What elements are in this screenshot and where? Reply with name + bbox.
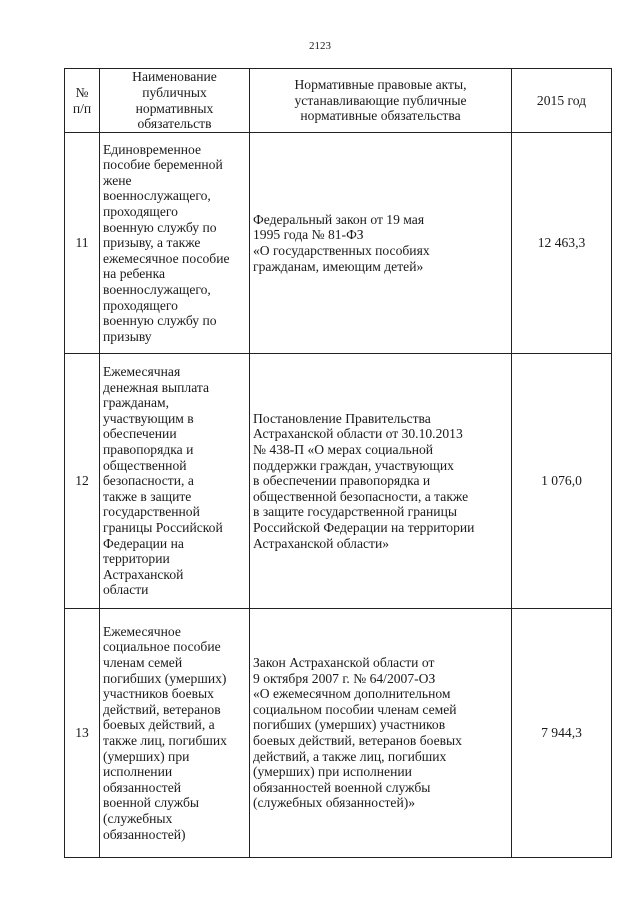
name-line: Единовременное — [103, 141, 201, 157]
table-row — [65, 609, 612, 858]
name-line: пособие беременной — [103, 157, 223, 173]
obligation-name — [100, 133, 250, 354]
act-line: гражданам, имеющим детей» — [253, 258, 424, 274]
legal-act — [250, 609, 512, 858]
act-line: поддержки граждан, участвующих — [253, 457, 454, 473]
header-num-line: п/п — [72, 100, 92, 116]
name-line: территории — [103, 551, 170, 567]
header-year: 2015 год — [512, 69, 612, 133]
act-line: боевых действий, ветеранов боевых — [253, 733, 462, 748]
table-row — [65, 354, 612, 609]
legal-act — [250, 133, 512, 354]
name-line: Ежемесячная — [103, 364, 181, 380]
name-line: области — [103, 582, 149, 598]
header-name-line: публичных — [142, 84, 207, 100]
header-act — [250, 69, 512, 133]
act-line: обязанностей военной службы — [253, 779, 431, 795]
header-num-line: № — [75, 84, 89, 100]
name-line: призыву — [103, 328, 152, 344]
act-line: «О ежемесячном дополнительном — [253, 686, 451, 702]
name-line: военную службу по — [103, 219, 217, 235]
act-line: Российской Федерации на территории — [253, 519, 475, 535]
name-line: призыву, а также — [103, 235, 201, 251]
obligations-table — [64, 68, 612, 858]
act-line: «О государственных пособиях — [253, 243, 430, 258]
act-line: действий, а также лиц, погибших — [253, 748, 447, 764]
name-line: общественной — [103, 457, 187, 473]
table-row — [65, 133, 612, 354]
act-line: Постановление Правительства — [253, 410, 431, 426]
name-line: Федерации на — [103, 535, 184, 551]
name-line: проходящего — [103, 297, 178, 313]
header-act-line: нормативные обязательства — [300, 108, 461, 124]
row-number: 12 — [65, 354, 100, 609]
name-line: на ребенка — [103, 266, 166, 282]
name-line: жене — [103, 172, 132, 188]
name-line: участвующим в — [103, 410, 194, 426]
name-line: ежемесячное пособие — [103, 250, 230, 266]
name-line: военную службу по — [103, 313, 217, 329]
act-line: погибших (умерших) участников — [253, 717, 446, 733]
name-line: государственной — [103, 504, 200, 520]
name-line: действий, ветеранов — [103, 701, 221, 717]
name-line: членам семей — [103, 655, 183, 671]
act-line: № 438-П «О мерах социальной — [253, 442, 434, 458]
amount-2015: 1 076,0 — [512, 354, 612, 609]
name-line: гражданам, — [103, 395, 170, 411]
name-line: обязанностей) — [103, 826, 186, 842]
name-line: границы Российской — [103, 519, 223, 535]
act-line: в обеспечении правопорядка и — [253, 473, 431, 489]
header-name-line: Наименование — [132, 69, 217, 85]
header-name-line: обязательств — [137, 116, 212, 132]
name-line: участников боевых — [103, 686, 214, 702]
table-header-row — [65, 69, 612, 133]
name-line: правопорядка и — [103, 442, 194, 458]
act-line: Астраханской области» — [253, 535, 390, 551]
act-line: социальном пособии членам семей — [253, 701, 457, 717]
name-line: боевых действий, а — [103, 717, 215, 733]
act-line: в защите государственной границы — [253, 504, 457, 520]
name-line: (служебных — [103, 810, 173, 826]
act-line: Астраханской области от 30.10.2013 — [253, 426, 463, 442]
name-line: Астраханской — [103, 566, 184, 582]
header-name-line: нормативных — [135, 100, 214, 116]
amount-2015: 7 944,3 — [512, 609, 612, 858]
act-line: (служебных обязанностей)» — [253, 795, 416, 811]
name-line: обеспечении — [103, 426, 177, 442]
page-number: 2123 — [309, 40, 331, 52]
name-line: Ежемесячное — [103, 623, 181, 639]
name-line: безопасности, а — [103, 473, 194, 489]
act-line: 9 октября 2007 г. № 64/2007-ОЗ — [253, 670, 436, 686]
name-line: военнослужащего, — [103, 281, 211, 297]
name-line: военной службы — [103, 795, 200, 811]
act-line: (умерших) при исполнении — [253, 764, 412, 780]
obligation-name — [100, 609, 250, 858]
amount-2015: 12 463,3 — [512, 133, 612, 354]
name-line: денежная выплата — [103, 379, 210, 395]
header-num — [65, 69, 100, 133]
row-number: 11 — [65, 133, 100, 354]
act-line: Закон Астраханской области от — [253, 655, 435, 671]
name-line: военнослужащего, — [103, 188, 211, 204]
header-name — [100, 69, 250, 133]
obligation-name — [100, 354, 250, 609]
legal-act — [250, 354, 512, 609]
header-act-line: Нормативные правовые акты, — [294, 77, 467, 93]
name-line: социальное пособие — [103, 639, 221, 655]
name-line: также в защите — [103, 488, 192, 504]
name-line: погибших (умерших) — [103, 670, 227, 686]
act-line: общественной безопасности, а также — [253, 488, 469, 504]
row-number: 13 — [65, 609, 100, 858]
header-act-line: устанавливающие публичные — [294, 92, 467, 108]
act-line: 1995 года № 81-ФЗ — [253, 227, 364, 243]
name-line: обязанностей — [103, 779, 181, 795]
name-line: (умерших) при — [103, 748, 190, 764]
name-line: исполнении — [103, 764, 173, 780]
name-line: также лиц, погибших — [103, 733, 227, 748]
name-line: проходящего — [103, 204, 178, 220]
act-line: Федеральный закон от 19 мая — [253, 211, 425, 227]
